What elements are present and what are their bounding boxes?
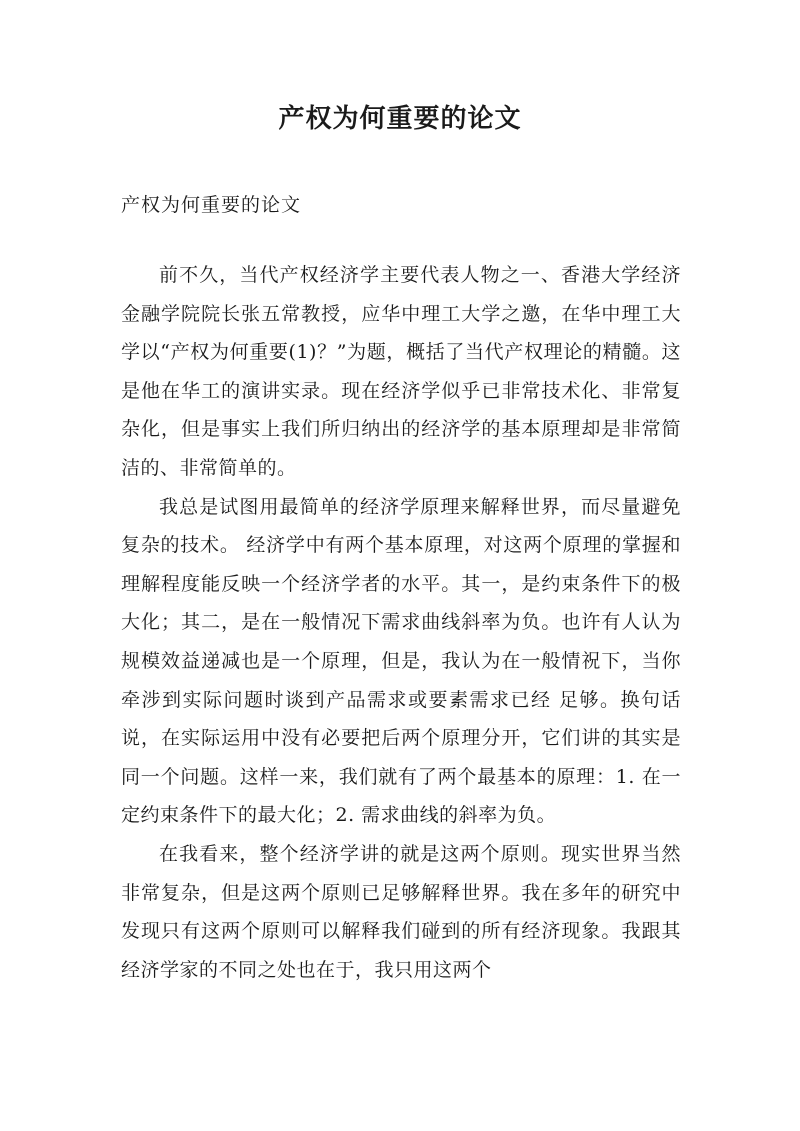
paragraph: 我总是试图用最简单的经济学原理来解释世界，而尽量避免复杂的技术。 经济学中有两个基本原理，对这两个原理的掌握和理解程度能反映一个经济学者的水平。其一，是约束条件下的极大化；其二，是在一般情况下需求曲线斜率为负。也许有人认为规模效益递减也是一个原理，但是，我认为在一般情祝下，当你牵涉到实际问题时谈到产品需求或要素需求已经 足够。换句话说，在实际运用中没有必要把后两个原理分开，它们讲的其实是同一个问题。这样一来，我们就有了两个最基本的原理：1. 在一定约束条件下的最大化；2. 需求曲线的斜率为负。	[121, 495, 681, 827]
document-subtitle: 产权为何重要的论文	[121, 194, 302, 216]
paragraph: 在我看来，整个经济学讲的就是这两个原则。现实世界当然非常复杂，但是这两个原则已足够解释世界。我在多年的研究中发现只有这两个原则可以解释我们碰到的所有经济现象。我跟其经济学家的不同之处也在于，我只用这两个	[121, 842, 681, 981]
document-title: 产权为何重要的论文	[278, 104, 522, 134]
paragraph: 前不久，当代产权经济学主要代表人物之一、香港大学经济金融学院院长张五常教授，应华中理工大学之邀，在华中理工大学以“产权为何重要(1)？”为题，概括了当代产权理论的精髓。这是他在华工的演讲实录。现在经济学似乎已非常技术化、非常复杂化，但是事实上我们所归纳出的经济学的基本原理却是非常简洁的、非常简单的。	[121, 264, 681, 479]
document-body	[121, 256, 681, 989]
